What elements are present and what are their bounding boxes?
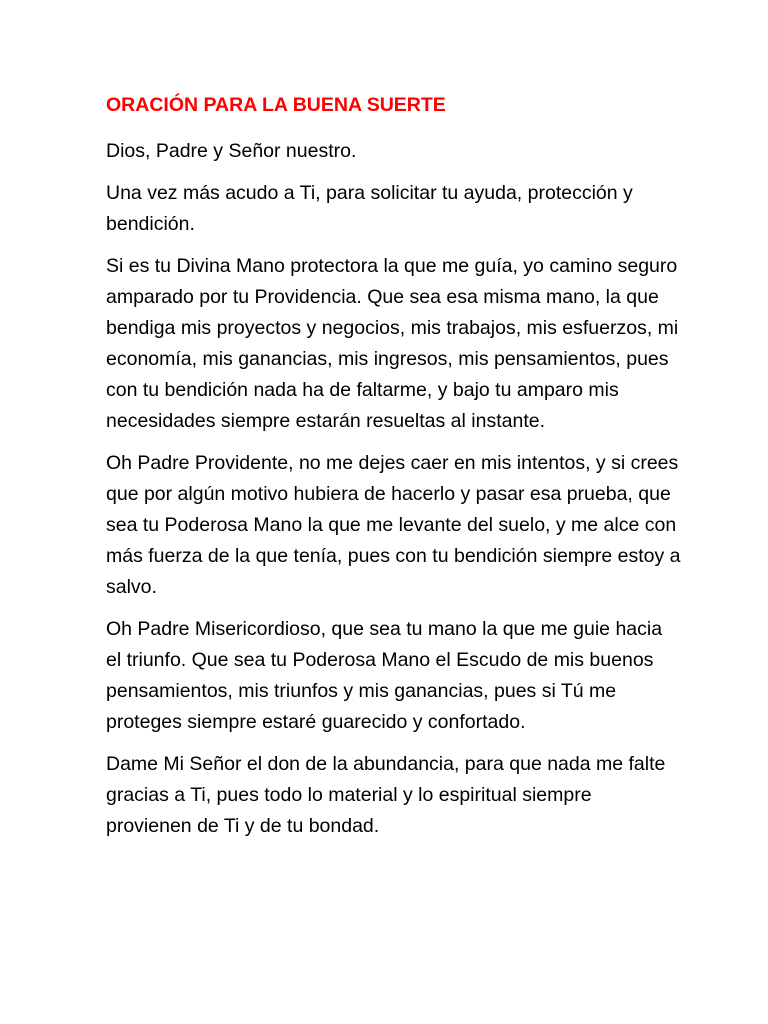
paragraph-request: Una vez más acudo a Ti, para solicitar tu ayuda, protección y bendición.	[106, 182, 633, 235]
document-body	[106, 90, 682, 853]
paragraph-divine-hand: Si es tu Divina Mano protectora la que me guía, yo camino seguro amparado por tu Providencia. Que sea esa misma mano, la que bendiga mis proyectos y negocios, mis trabajos, mis esfuerzos, mi economía, mis ganancias, mis ingresos, mis pensamientos, pues con tu bendición nada ha de faltarme, y bajo tu amparo mis necesidades siempre estarán resueltas al instante.	[106, 255, 679, 432]
paragraph-misericordioso: Oh Padre Misericordioso, que sea tu mano la que me guie hacia el triunfo. Que sea tu Poderosa Mano el Escudo de mis buenos pensamientos, mis triunfos y mis ganancias, pues si Tú me proteges siempre estaré guarecido y confortado.	[106, 618, 663, 733]
document-title: ORACIÓN PARA LA BUENA SUERTE	[106, 94, 446, 116]
paragraph-invocation: Dios, Padre y Señor nuestro.	[106, 140, 357, 162]
paragraph-abundancia: Dame Mi Señor el don de la abundancia, para que nada me falte gracias a Ti, pues todo lo material y lo espiritual siempre provienen de Ti y de tu bondad.	[106, 753, 666, 837]
paragraph-providente: Oh Padre Providente, no me dejes caer en mis intentos, y si crees que por algún motivo hubiera de hacerlo y pasar esa prueba, que sea tu Poderosa Mano la que me levante del suelo, y me alce con más fuerza de la que tenía, pues con tu bendición siempre estoy a salvo.	[106, 452, 681, 598]
